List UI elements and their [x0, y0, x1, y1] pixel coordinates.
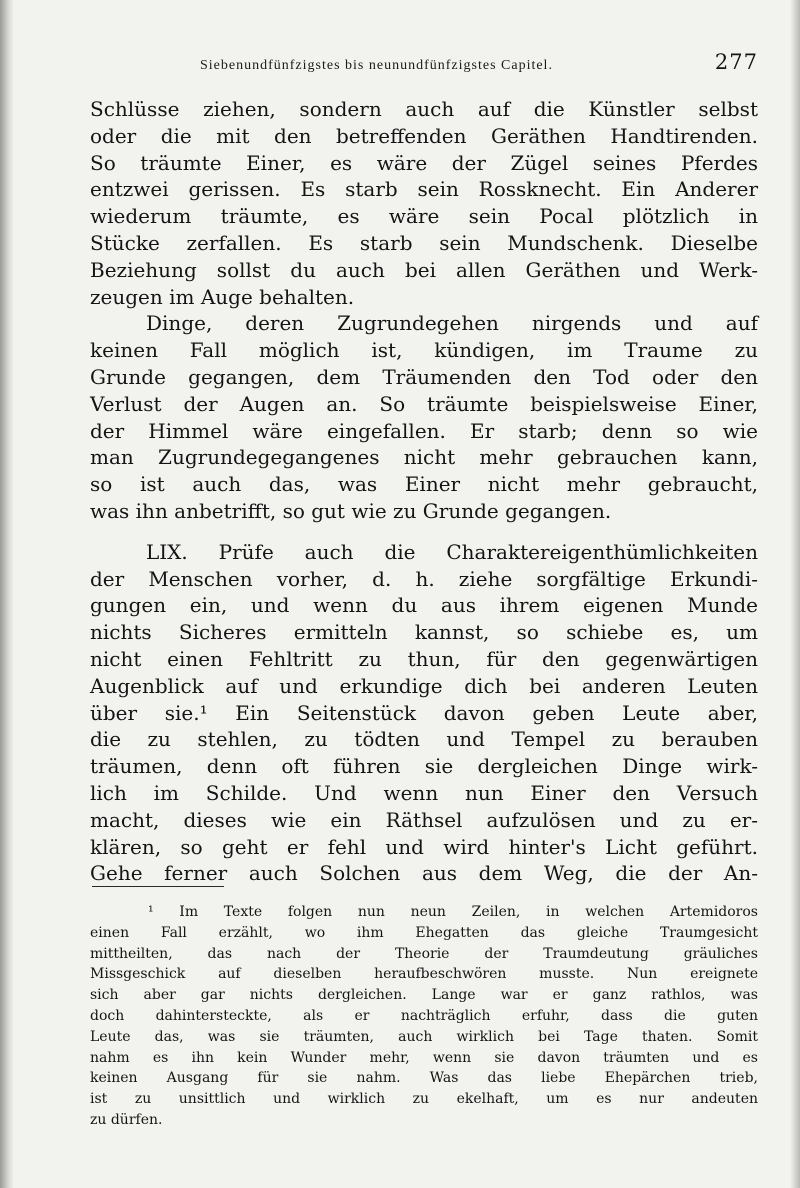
footnote-line: einen Fall erzählt, wo ihm Ehegatten das gleiche Traumgesicht	[90, 924, 758, 941]
footnote-line: sich aber gar nichts dergleichen. Lange war er ganz rathlos, was	[90, 987, 758, 1004]
paragraph	[90, 96, 758, 310]
text-line: was ihn anbetrifft, so gut wie zu Grunde gegangen.	[90, 498, 612, 523]
text-line: gungen ein, und wenn du aus ihrem eigenen Munde	[90, 593, 758, 618]
text-line: so ist auch das, was Einer nicht mehr gebraucht,	[90, 472, 758, 497]
footnote-line: ist zu unsittlich und wirklich zu ekelhaft, um es nur andeuten	[90, 1091, 758, 1108]
page-header	[90, 50, 758, 74]
page-gutter-shadow	[0, 0, 14, 1188]
footnote-line: Missgeschick auf dieselben heraufbeschwören musste. Nun ereignete	[90, 966, 758, 983]
text-line: Dinge, deren Zugrundegehen nirgends und auf	[146, 311, 758, 336]
text-line: So träumte Einer, es wäre der Zügel seines Pferdes	[90, 150, 758, 175]
text-line: die zu stehlen, zu tödten und Tempel zu berauben	[90, 727, 758, 752]
footnote-line: Leute das, was sie träumten, auch wirklich bei Tage thaten. Somit	[90, 1028, 758, 1045]
text-line: wiederum träumte, es wäre sein Pocal plötzlich in	[90, 204, 758, 229]
text-line: Verlust der Augen an. So träumte beispielsweise Einer,	[90, 391, 758, 416]
text-line: entzwei gerissen. Es starb sein Rossknecht. Ein Anderer	[90, 177, 758, 202]
paragraph	[90, 539, 758, 887]
text-line: Stücke zerfallen. Es starb sein Mundschenk. Dieselbe	[90, 230, 758, 255]
text-line: man Zugrundegegangenes nicht mehr gebrauchen kann,	[90, 445, 758, 470]
text-line: lich im Schilde. Und wenn nun Einer den Versuch	[90, 780, 758, 805]
footnote-line: zu dürfen.	[90, 1111, 163, 1128]
text-line: träumen, denn oft führen sie dergleichen Dinge wirk-	[90, 754, 758, 779]
text-line: keinen Fall möglich ist, kündigen, im Traume zu	[90, 338, 758, 363]
paragraph	[90, 310, 758, 524]
paragraph-gap	[90, 525, 758, 539]
text-line: nicht einen Fehltritt zu thun, für den gegenwärtigen	[90, 646, 758, 671]
text-line: macht, dieses wie ein Räthsel aufzulösen und zu er-	[90, 807, 758, 832]
text-line: über sie.¹ Ein Seitenstück davon geben Leute aber,	[90, 700, 758, 725]
text-line: zeugen im Auge behalten.	[90, 284, 355, 309]
footnote-line: keinen Ausgang für sie nahm. Was das liebe Ehepärchen trieb,	[90, 1070, 758, 1087]
footnote	[90, 902, 758, 1131]
footnote-separator	[92, 886, 224, 887]
running-title: Siebenundfünfzigstes bis neunundfünfzigstes Capitel.	[200, 58, 553, 73]
text-line: nichts Sicheres ermitteln kannst, so schiebe es, um	[90, 620, 758, 645]
text-line: Augenblick auf und erkundige dich bei anderen Leuten	[90, 673, 758, 698]
text-line: oder die mit den betreffenden Geräthen Handtirenden.	[90, 123, 758, 148]
page-edge-shadow	[790, 0, 800, 1188]
text-line: der Himmel wäre eingefallen. Er starb; denn so wie	[90, 418, 758, 443]
text-line: Grunde gegangen, dem Träumenden den Tod oder den	[90, 364, 758, 389]
text-line: der Menschen vorher, d. h. ziehe sorgfältige Erkundi-	[90, 566, 758, 591]
main-text	[90, 96, 758, 887]
text-line: Schlüsse ziehen, sondern auch auf die Künstler selbst	[90, 97, 758, 121]
footnote-line: doch dahintersteckte, als er nachträglich erfuhr, dass die guten	[90, 1007, 758, 1024]
text-line: LIX. Prüfe auch die Charaktereigenthümlichkeiten	[146, 539, 758, 564]
text-line: klären, so geht er fehl und wird hinter's Licht geführt.	[90, 834, 758, 859]
footnote-line: ¹ Im Texte folgen nun neun Zeilen, in welchen Artemidoros	[148, 904, 758, 920]
footnote-line: mittheilten, das nach der Theorie der Traumdeutung gräuliches	[90, 945, 758, 962]
footnote-line: nahm es ihn kein Wunder mehr, wenn sie davon träumten und es	[90, 1049, 758, 1066]
page-number: 277	[714, 50, 758, 74]
text-line: Gehe ferner auch Solchen aus dem Weg, die der An-	[90, 861, 758, 886]
text-line: Beziehung sollst du auch bei allen Geräthen und Werk-	[90, 257, 758, 282]
